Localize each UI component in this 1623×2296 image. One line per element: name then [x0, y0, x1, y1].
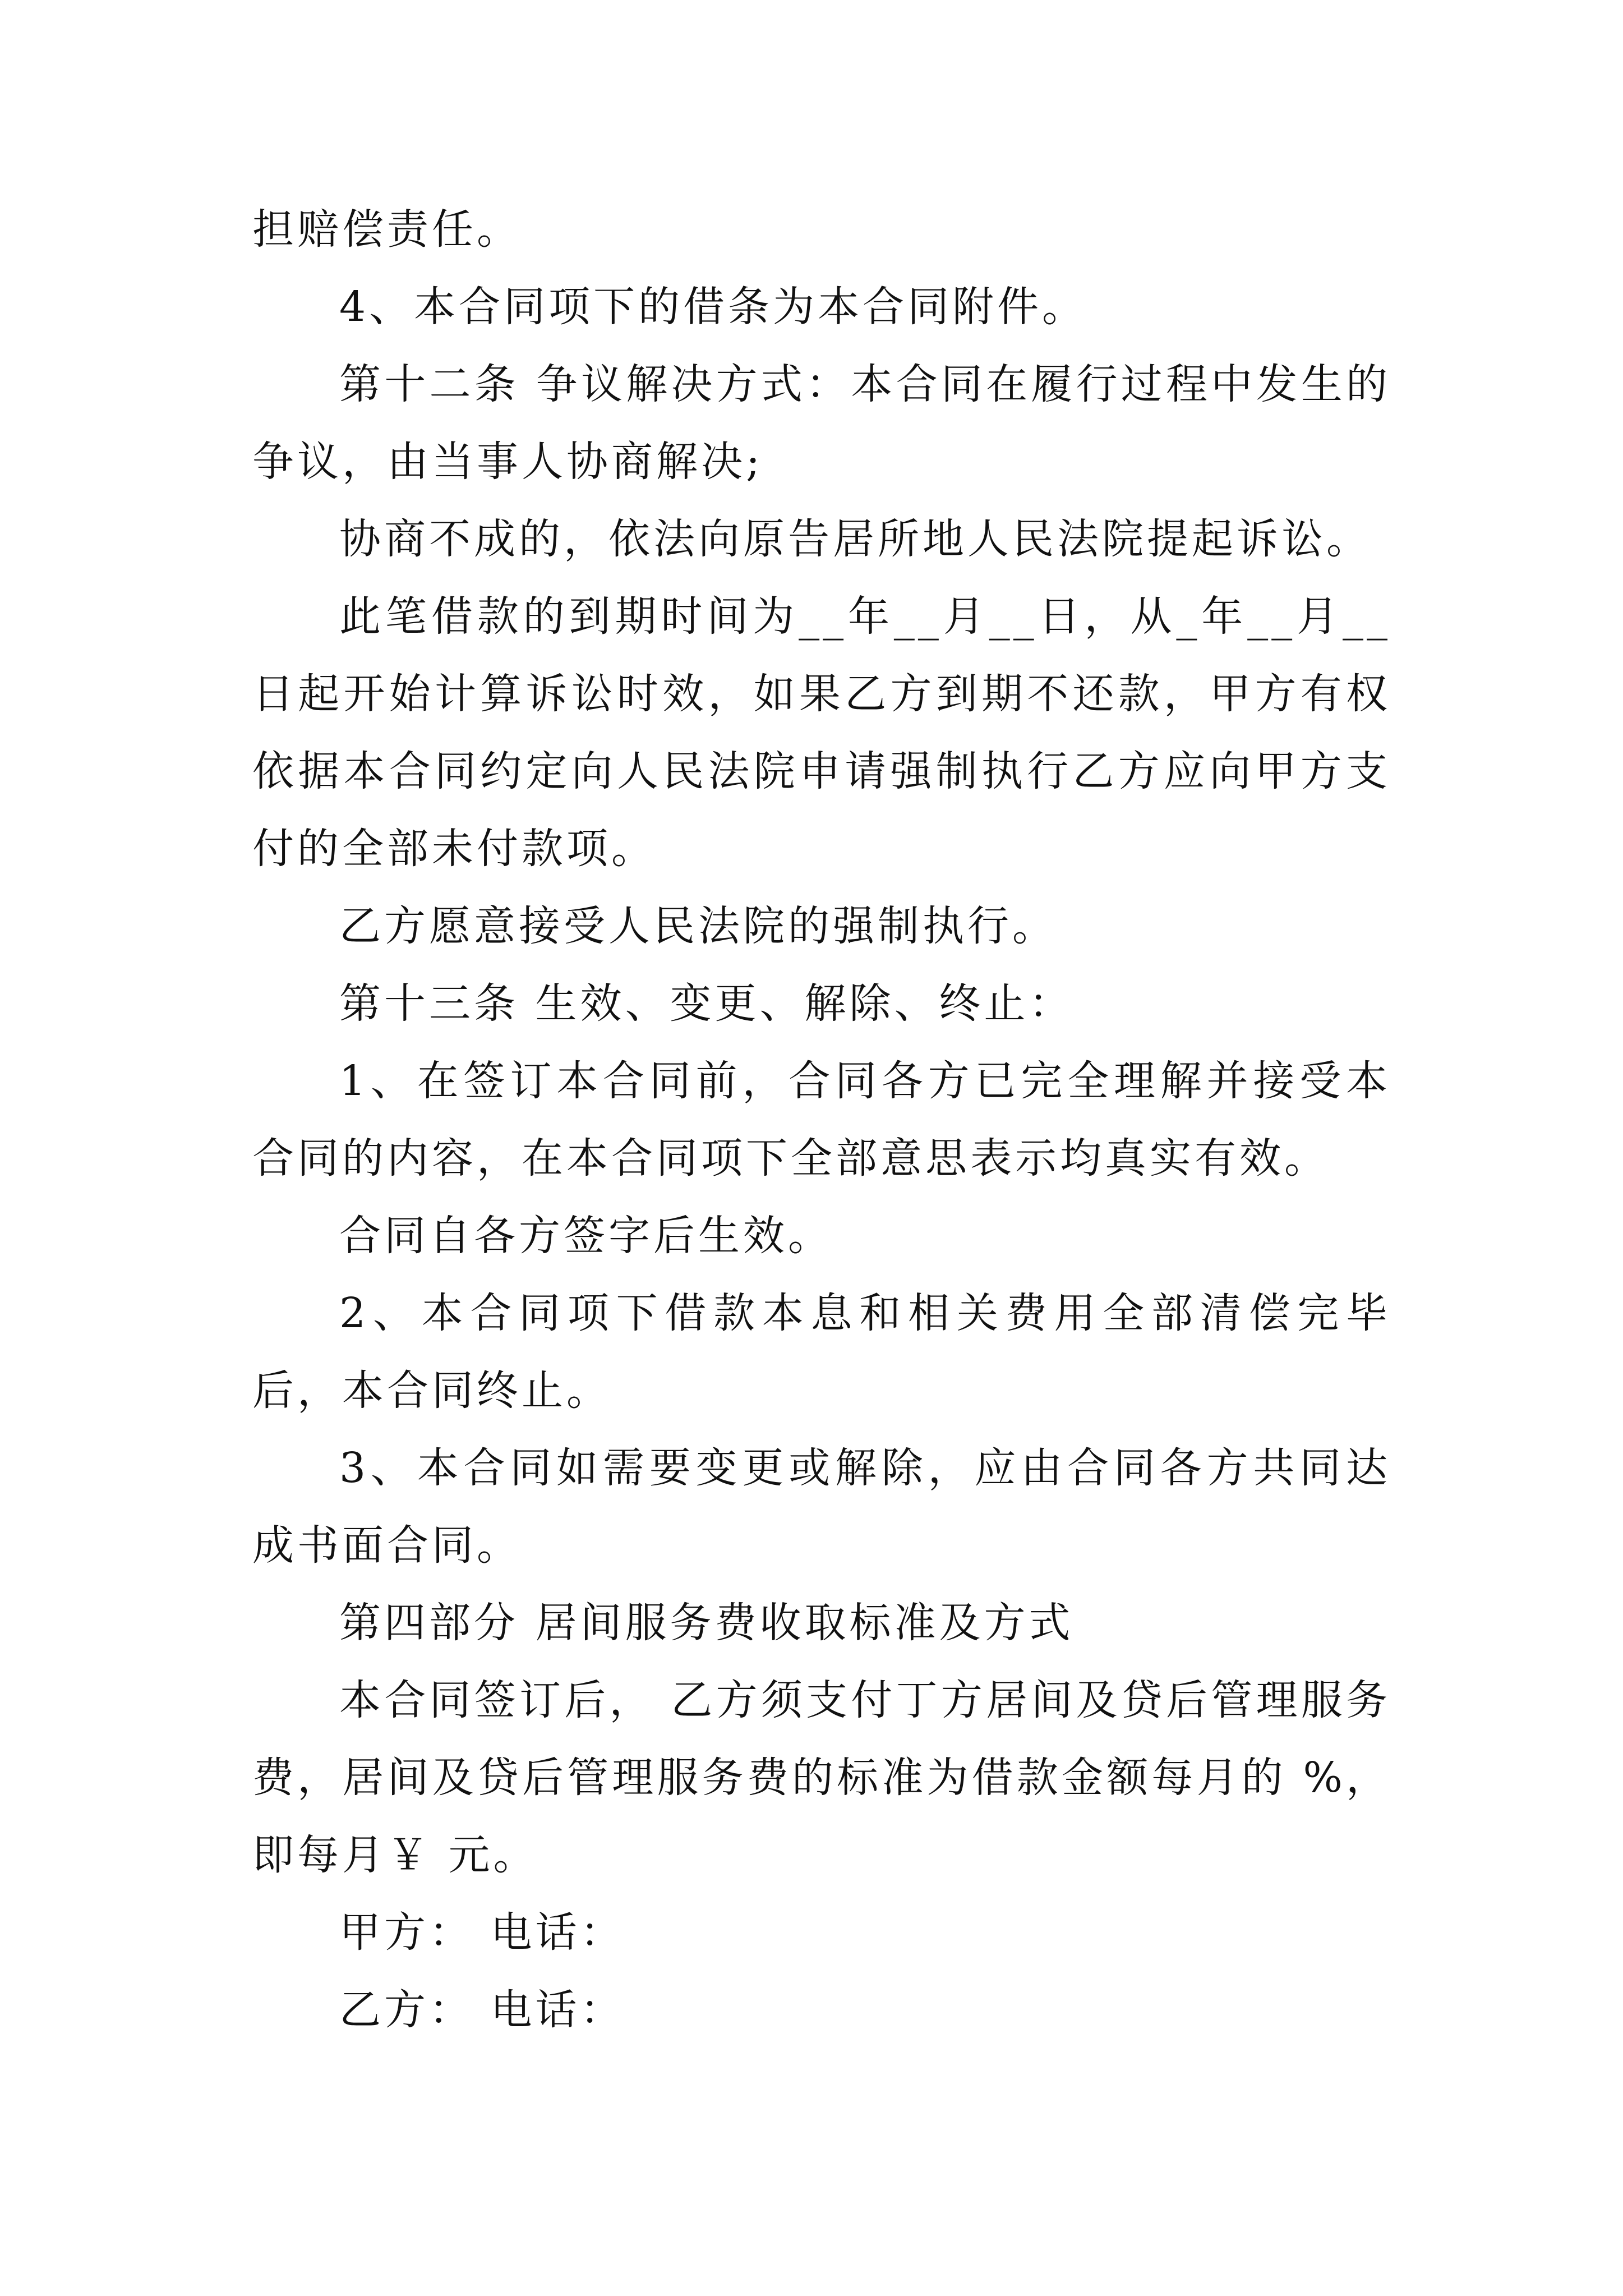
paragraph-liability-end: 担赔偿责任。: [252, 205, 522, 254]
paragraph-article-12: 第十二条 争议解决方式：本合同在履行过程中发生的争议，由当事人协商解决;: [252, 360, 1391, 486]
paragraph-enforcement: 乙方愿意接受人民法院的强制执行。: [339, 902, 1057, 950]
paragraph-part-4-heading: 第四部分 居间服务费收取标准及方式: [339, 1599, 1074, 1647]
paragraph-party-b-contact: 乙方： 电话：: [339, 1986, 625, 2034]
paragraph-service-fee: 本合同签订后， 乙方须支付丁方居间及贷后管理服务费，居间及贷后管理服务费的标准为借款金额每月的 %，即每月￥ 元。: [252, 1676, 1391, 1879]
paragraph-clause-3: 3、本合同如需要变更或解除，应由合同各方共同达成书面合同。: [252, 1444, 1391, 1570]
paragraph-clause-2: 2、本合同项下借款本息和相关费用全部清偿完毕后，本合同终止。: [252, 1289, 1391, 1415]
paragraph-article-13: 第十三条 生效、变更、解除、终止：: [339, 979, 1074, 1028]
paragraph-party-a-contact: 甲方： 电话：: [339, 1908, 625, 1957]
contract-body: [252, 191, 1391, 2049]
paragraph-litigation: 协商不成的，依法向原告居所地人民法院提起诉讼。: [339, 515, 1371, 563]
paragraph-effective: 合同自各方签字后生效。: [339, 1212, 833, 1260]
paragraph-clause-1: 1、在签订本合同前，合同各方已完全理解并接受本合同的内容，在本合同项下全部意思表示均真实有效。: [252, 1057, 1391, 1182]
paragraph-iou-attachment: 4、本合同项下的借条为本合同附件。: [339, 283, 1087, 331]
paragraph-due-date: 此笔借款的到期时间为__年__月__日，从_年__月__日起开始计算诉讼时效，如果乙方到期不还款，甲方有权依据本合同约定向人民法院申请强制执行乙方应向甲方支付的全部未付款项。: [252, 592, 1391, 873]
